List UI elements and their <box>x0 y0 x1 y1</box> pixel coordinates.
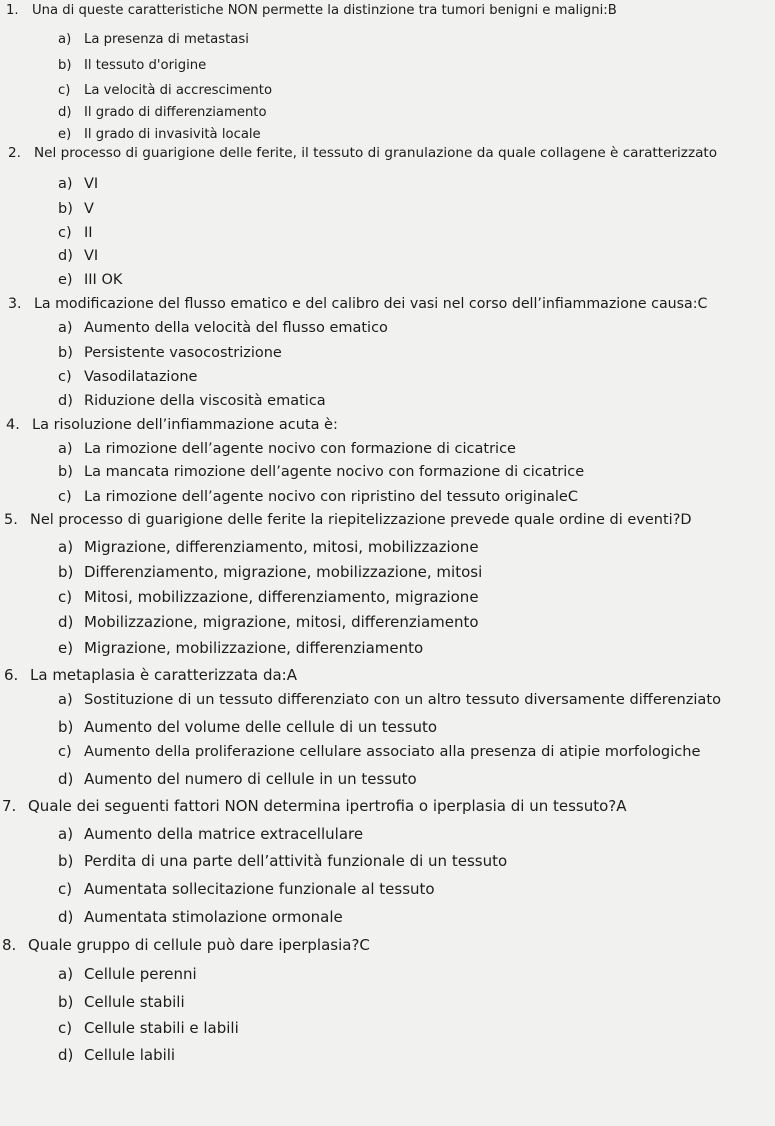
question-text: La modificazione del flusso ematico e del calibro dei vasi nel corso dell’infiammazione causa:C <box>34 296 708 312</box>
option-8d <box>58 1046 175 1064</box>
option-letter: e) <box>58 127 72 142</box>
option-3a <box>58 319 388 337</box>
option-6b <box>58 718 437 736</box>
option-letter: c) <box>58 83 71 98</box>
option-2b <box>58 200 94 218</box>
question-text: Una di queste caratteristiche NON permette la distinzione tra tumori benigni e maligni:B <box>32 3 617 18</box>
option-text: Riduzione della viscosità ematica <box>84 393 326 409</box>
option-8a <box>58 965 197 983</box>
question-7 <box>2 797 627 815</box>
option-text: V <box>84 201 94 217</box>
option-8c <box>58 1019 239 1037</box>
option-6c <box>58 743 701 761</box>
question-number: 3. <box>8 296 22 312</box>
option-5a <box>58 538 479 556</box>
option-4c <box>58 488 578 506</box>
option-1e <box>58 126 261 144</box>
option-1d <box>58 104 267 122</box>
option-1c <box>58 82 272 100</box>
option-5d <box>58 613 479 631</box>
option-1b <box>58 57 206 75</box>
question-3 <box>8 295 707 313</box>
option-letter: b) <box>58 58 72 73</box>
option-letter: a) <box>58 691 73 708</box>
option-6a <box>58 691 721 709</box>
option-letter: d) <box>58 770 74 788</box>
option-5e <box>58 639 423 657</box>
option-8b <box>58 993 185 1011</box>
option-text: VI <box>84 248 99 264</box>
option-text: Cellule labili <box>84 1046 176 1064</box>
option-letter: c) <box>58 1019 73 1037</box>
question-text: Nel processo di guarigione delle ferite, il tessuto di granulazione da quale collagene è caratterizzato <box>34 145 718 161</box>
question-number: 1. <box>6 3 19 18</box>
option-text: Migrazione, differenziamento, mitosi, mobilizzazione <box>84 538 479 556</box>
option-text: II <box>84 225 93 241</box>
option-text: Aumento del volume delle cellule di un tessuto <box>84 718 438 736</box>
option-text: Perdita di una parte dell’attività funzionale di un tessuto <box>84 852 508 870</box>
option-letter: a) <box>58 176 73 192</box>
option-text: Aumento della matrice extracellulare <box>84 825 364 843</box>
option-letter: d) <box>58 248 73 264</box>
question-text: La risoluzione dell’infiammazione acuta è: <box>32 417 338 433</box>
option-letter: a) <box>58 320 73 336</box>
question-2 <box>8 144 717 162</box>
option-letter: d) <box>58 393 73 409</box>
option-7a <box>58 825 363 843</box>
option-text: Mitosi, mobilizzazione, differenziamento, migrazione <box>84 588 479 606</box>
option-text: Cellule stabili e labili <box>84 1019 239 1037</box>
option-letter: a) <box>58 538 74 556</box>
option-letter: e) <box>58 272 73 288</box>
option-text: Persistente vasocostrizione <box>84 345 282 361</box>
option-text: Differenziamento, migrazione, mobilizzazione, mitosi <box>84 563 483 581</box>
option-text: Vasodilatazione <box>84 369 198 385</box>
question-number: 5. <box>4 512 18 528</box>
question-6 <box>4 666 297 684</box>
question-number: 4. <box>6 417 20 433</box>
option-letter: a) <box>58 965 74 983</box>
option-letter: b) <box>58 201 73 217</box>
question-number: 6. <box>4 666 19 684</box>
question-text: La metaplasia è caratterizzata da:A <box>30 666 297 684</box>
option-4b <box>58 463 584 481</box>
option-5c <box>58 588 479 606</box>
option-letter: b) <box>58 852 74 870</box>
option-text: La velocità di accrescimento <box>84 83 273 98</box>
option-text: Aumento della velocità del flusso ematico <box>84 320 388 336</box>
option-letter: b) <box>58 563 74 581</box>
option-letter: b) <box>58 993 74 1011</box>
question-4 <box>6 416 338 434</box>
option-text: Aumento della proliferazione cellulare associato alla presenza di atipie morfologiche <box>84 743 701 760</box>
question-text: Quale dei seguenti fattori NON determina ipertrofia o iperplasia di un tessuto?A <box>28 797 627 815</box>
option-text: Sostituzione di un tessuto differenziato con un altro tessuto diversamente differenziato <box>84 691 722 708</box>
option-text: Aumentata sollecitazione funzionale al tessuto <box>84 880 435 898</box>
option-letter: b) <box>58 718 74 736</box>
option-text: Mobilizzazione, migrazione, mitosi, differenziamento <box>84 613 479 631</box>
question-number: 2. <box>8 145 21 161</box>
question-text: Quale gruppo di cellule può dare iperplasia?C <box>28 936 370 954</box>
option-3b <box>58 344 282 362</box>
option-letter: d) <box>58 613 74 631</box>
option-letter: c) <box>58 489 72 505</box>
option-text: III OK <box>84 272 123 288</box>
option-1a <box>58 31 249 49</box>
option-text: La rimozione dell’agente nocivo con formazione di cicatrice <box>84 441 516 457</box>
option-letter: d) <box>58 1046 74 1064</box>
option-letter: d) <box>58 105 72 120</box>
option-text: Cellule perenni <box>84 965 197 983</box>
question-text: Nel processo di guarigione delle ferite la riepitelizzazione prevede quale ordine di eventi?D <box>30 512 692 528</box>
option-letter: d) <box>58 908 74 926</box>
option-letter: a) <box>58 32 72 47</box>
option-text: La rimozione dell’agente nocivo con ripristino del tessuto originaleC <box>84 489 578 505</box>
option-text: Il grado di differenziamento <box>84 105 267 120</box>
question-number: 8. <box>2 936 17 954</box>
option-2c <box>58 224 93 242</box>
option-7c <box>58 880 435 898</box>
option-letter: b) <box>58 345 73 361</box>
option-text: Cellule stabili <box>84 993 185 1011</box>
option-text: Il grado di invasività locale <box>84 127 261 142</box>
option-letter: b) <box>58 464 73 480</box>
option-text: VI <box>84 176 99 192</box>
option-letter: a) <box>58 825 74 843</box>
option-7d <box>58 908 343 926</box>
option-3d <box>58 392 326 410</box>
option-letter: c) <box>58 743 72 760</box>
option-letter: c) <box>58 369 72 385</box>
question-5 <box>4 511 692 529</box>
option-2e <box>58 271 122 289</box>
option-5b <box>58 563 482 581</box>
option-text: Migrazione, mobilizzazione, differenziamento <box>84 639 424 657</box>
option-text: Il tessuto d'origine <box>84 58 207 73</box>
option-7b <box>58 852 507 870</box>
option-letter: e) <box>58 639 74 657</box>
option-text: Aumentata stimolazione ormonale <box>84 908 343 926</box>
option-text: Aumento del numero di cellule in un tessuto <box>84 770 417 788</box>
option-letter: c) <box>58 588 73 606</box>
option-letter: a) <box>58 441 73 457</box>
question-1 <box>6 2 617 20</box>
option-text: La mancata rimozione dell’agente nocivo con formazione di cicatrice <box>84 464 585 480</box>
option-4a <box>58 440 516 458</box>
option-letter: c) <box>58 880 73 898</box>
option-2d <box>58 247 98 265</box>
option-6d <box>58 770 417 788</box>
option-2a <box>58 175 98 193</box>
option-3c <box>58 368 197 386</box>
question-8 <box>2 936 370 954</box>
question-number: 7. <box>2 797 17 815</box>
option-text: La presenza di metastasi <box>84 32 249 47</box>
option-letter: c) <box>58 225 72 241</box>
